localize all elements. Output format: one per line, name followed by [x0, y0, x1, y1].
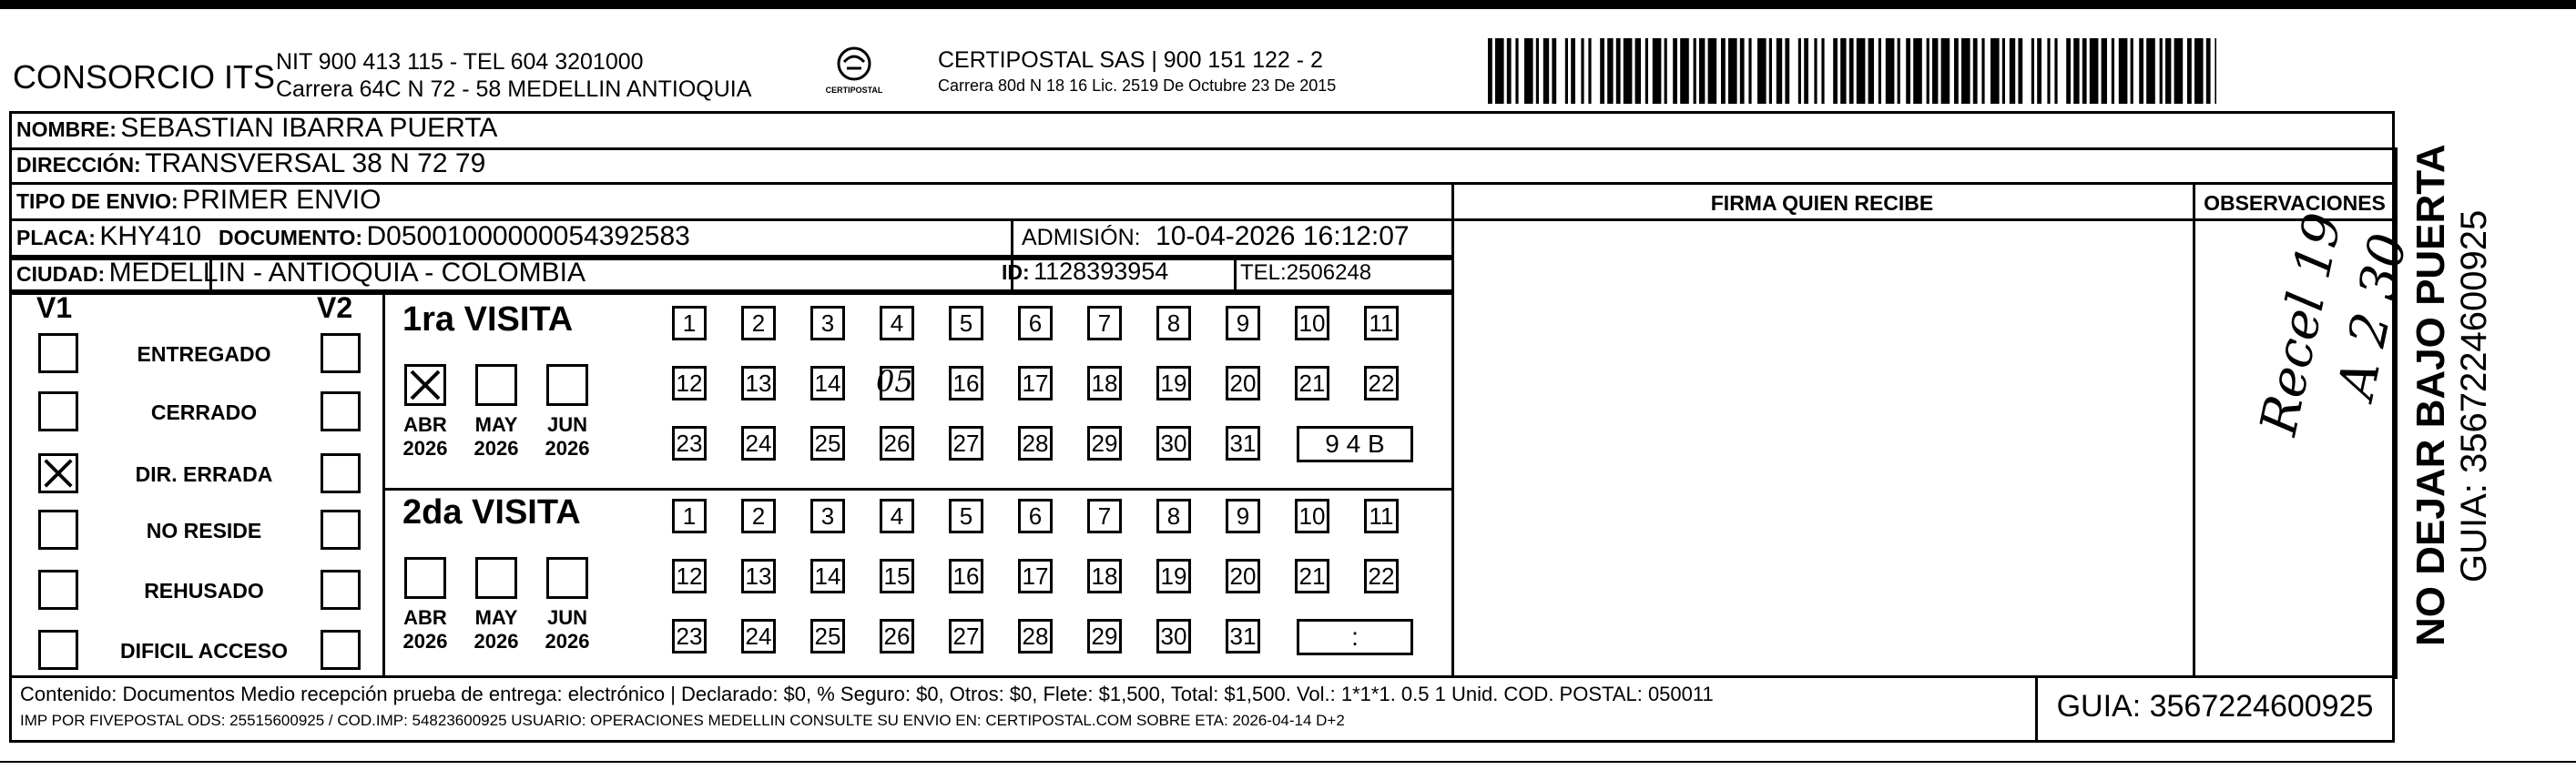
- direccion-label: DIRECCIÓN:: [16, 153, 141, 177]
- v2-checkbox: [321, 333, 361, 373]
- visit1-day-19: 19: [1156, 366, 1191, 400]
- visit2-month-year: 2026: [473, 630, 519, 653]
- v2-checkbox: [321, 570, 361, 610]
- visit2-day-14: 14: [810, 559, 845, 593]
- company-name: CONSORCIO ITS: [13, 58, 276, 96]
- side-guia: GUIA: 3567224600925: [2454, 209, 2494, 583]
- certipostal-logo: [813, 46, 895, 100]
- id-label: ID:: [1002, 260, 1030, 284]
- visit1-month-label: MAY: [474, 413, 518, 436]
- col-line: [382, 291, 385, 677]
- id-row: [1002, 258, 1168, 286]
- visit2-day-20: 20: [1226, 559, 1260, 593]
- visit1-day-7: 7: [1087, 306, 1122, 340]
- visit2-month-year: 2026: [545, 630, 590, 653]
- status-option-label: CERRADO: [150, 400, 258, 424]
- visit1-day-1: 1: [672, 306, 707, 340]
- handwritten-note-2: A 2 30: [2327, 228, 2419, 404]
- visit1-day-30: 30: [1156, 426, 1191, 461]
- visit2-day-1: 1: [672, 499, 707, 533]
- visit1-day-17: 17: [1018, 366, 1053, 400]
- visit2-day-6: 6: [1018, 499, 1053, 533]
- v2-checkbox: [321, 510, 361, 550]
- visit2-day-22: 22: [1364, 559, 1399, 593]
- visit1-day-28: 28: [1018, 426, 1053, 461]
- visit2-title: 2da VISITA: [402, 493, 581, 532]
- nombre-row: [16, 113, 497, 144]
- visit1-day-3: 3: [810, 306, 845, 340]
- visit2-day-2: 2: [741, 499, 776, 533]
- visit1-month-box: [546, 364, 588, 406]
- visit1-day-10: 10: [1295, 306, 1329, 340]
- visit1-day-2: 2: [741, 306, 776, 340]
- visit1-month-year: 2026: [402, 437, 448, 460]
- placa-row: [16, 221, 201, 252]
- row-line: [9, 292, 1451, 295]
- visit1-day-22: 22: [1364, 366, 1399, 400]
- visit1-month-label: ABR: [403, 413, 447, 436]
- company-address: Carrera 64C N 72 - 58 MEDELLIN ANTIOQUIA: [276, 76, 752, 102]
- status-option-label: DIFICIL ACCESO: [119, 639, 288, 663]
- visit1-day-8: 8: [1156, 306, 1191, 340]
- visit2-day-10: 10: [1295, 499, 1329, 533]
- visit2-month-label: ABR: [403, 606, 447, 629]
- visit1-day-21: 21: [1295, 366, 1329, 400]
- documento-label: DOCUMENTO:: [219, 226, 363, 249]
- visit1-month-box: [404, 364, 446, 406]
- visit2-day-5: 5: [949, 499, 983, 533]
- certipostal-line: CERTIPOSTAL SAS | 900 151 122 - 2: [938, 47, 1323, 73]
- col-line: [1234, 255, 1237, 291]
- visit2-day-15: 15: [880, 559, 914, 593]
- visit2-day-24: 24: [741, 619, 776, 653]
- v1-checkbox: [38, 630, 78, 670]
- visit1-day-5: 5: [949, 306, 983, 340]
- visit2-day-16: 16: [949, 559, 983, 593]
- col-line: [2193, 182, 2195, 677]
- status-option-label: REHUSADO: [144, 579, 264, 603]
- visit1-day-26: 26: [880, 426, 914, 461]
- ciudad-value: MEDELLIN - ANTIOQUIA - COLOMBIA: [108, 258, 585, 288]
- visit2-day-11: 11: [1364, 499, 1399, 533]
- visit1-day-12: 12: [672, 366, 707, 400]
- handwritten-note-1: Recel 19: [2249, 208, 2354, 441]
- visit2-day-21: 21: [1295, 559, 1329, 593]
- v1-header: V1: [36, 291, 73, 324]
- visit1-day-27: 27: [949, 426, 983, 461]
- visit2-day-12: 12: [672, 559, 707, 593]
- visit-divider: [382, 488, 1451, 491]
- tipo-row: [16, 185, 381, 216]
- v1-checkbox: [38, 510, 78, 550]
- v1-checkbox: [38, 570, 78, 610]
- status-option-label: DIR. ERRADA: [135, 462, 273, 486]
- footer-guia: GUIA: 3567224600925: [2056, 689, 2374, 724]
- visit1-time-box: 9 4 B: [1297, 426, 1413, 462]
- visit2-day-23: 23: [672, 619, 707, 653]
- visit2-day-31: 31: [1226, 619, 1260, 653]
- v1-checkbox: [38, 391, 78, 431]
- id-value: 1128393954: [1033, 258, 1169, 285]
- visit1-day-20: 20: [1226, 366, 1260, 400]
- bottom-edge: [0, 761, 2576, 763]
- direccion-row: [16, 148, 485, 179]
- visit1-day-13: 13: [741, 366, 776, 400]
- visit1-day-18: 18: [1087, 366, 1122, 400]
- visit1-day-14: 14: [810, 366, 845, 400]
- no-dejar-bajo-puerta: NO DEJAR BAJO PUERTA: [2408, 144, 2453, 646]
- ciudad-label: CIUDAD:: [16, 262, 106, 286]
- col-line: [2395, 147, 2398, 679]
- visit1-month-year: 2026: [545, 437, 590, 460]
- visit1-day-31: 31: [1226, 426, 1260, 461]
- visit1-day-4: 4: [880, 306, 914, 340]
- visit1-day-6: 6: [1018, 306, 1053, 340]
- col-line: [1451, 182, 1454, 677]
- v2-header: V2: [317, 291, 353, 324]
- visit1-day-9: 9: [1226, 306, 1260, 340]
- visit2-day-7: 7: [1087, 499, 1122, 533]
- visit2-day-9: 9: [1226, 499, 1260, 533]
- v2-checkbox: [321, 453, 361, 493]
- visit1-day-24: 24: [741, 426, 776, 461]
- admision-label: ADMISIÓN:: [1022, 225, 1141, 250]
- placa-label: PLACA:: [16, 226, 96, 249]
- v1-checkbox: [38, 453, 78, 493]
- documento-value: D05001000000054392583: [366, 221, 690, 251]
- visit2-day-27: 27: [949, 619, 983, 653]
- tipo-label: TIPO DE ENVIO:: [16, 189, 178, 213]
- visit2-month-year: 2026: [402, 630, 448, 653]
- tel-label: TEL:: [1240, 260, 1287, 285]
- visit2-day-25: 25: [810, 619, 845, 653]
- firma-header: FIRMA QUIEN RECIBE: [1710, 191, 1934, 215]
- visit2-day-8: 8: [1156, 499, 1191, 533]
- nit-line: NIT 900 413 115 - TEL 604 3201000: [276, 49, 644, 75]
- status-option-label: ENTREGADO: [137, 342, 271, 366]
- visit2-day-29: 29: [1087, 619, 1122, 653]
- ciudad-row: [16, 258, 585, 289]
- tel-row: [1240, 260, 1371, 286]
- admision-value: 10-04-2026 16:12:07: [1156, 221, 1410, 251]
- logo-text: CERTIPOSTAL: [825, 86, 883, 95]
- direccion-value: TRANSVERSAL 38 N 72 79: [145, 148, 486, 178]
- visit2-month-box: [404, 557, 446, 599]
- admision-row: [1022, 221, 1410, 252]
- visit1-day-25: 25: [810, 426, 845, 461]
- nombre-label: NOMBRE:: [16, 117, 117, 141]
- placa-value: KHY410: [99, 221, 202, 251]
- imp-line: IMP POR FIVEPOSTAL ODS: 25515600925 / COD.IMP: 54823600925 USUARIO: OPERACIONES MEDELLIN CONSULTE SU ENVIO EN: CERTIPOSTAL.COM SOBRE ETA: 2026-04-14 D+2: [20, 712, 1345, 729]
- v1-checkbox: [38, 333, 78, 373]
- visit2-day-3: 3: [810, 499, 845, 533]
- top-edge: [0, 0, 2576, 9]
- visit1-day-16: 16: [949, 366, 983, 400]
- visit2-day-18: 18: [1087, 559, 1122, 593]
- visit1-day-11: 11: [1364, 306, 1399, 340]
- row-line: [1448, 218, 2395, 221]
- documento-row: [219, 221, 690, 252]
- visit2-day-17: 17: [1018, 559, 1053, 593]
- visit2-day-4: 4: [880, 499, 914, 533]
- contenido-line: Contenido: Documentos Medio recepción prueba de entrega: electrónico | Declarado: $0, % Seguro: $0, Otros: $0, Flete: $1,500, Total: $1,500. Vol.: 1*1*1. 0.5 1 Unid. COD. POSTAL: 050011: [20, 683, 1714, 705]
- status-option-label: NO RESIDE: [146, 519, 262, 542]
- visit2-day-26: 26: [880, 619, 914, 653]
- observaciones-header: OBSERVACIONES: [2204, 191, 2386, 215]
- tipo-value: PRIMER ENVIO: [182, 185, 382, 215]
- visit2-day-13: 13: [741, 559, 776, 593]
- visit2-day-30: 30: [1156, 619, 1191, 653]
- visit2-month-label: MAY: [474, 606, 518, 629]
- visit1-month-year: 2026: [473, 437, 519, 460]
- tel-value: 2506248: [1286, 260, 1372, 285]
- visit1-day-marked: 05: [876, 364, 913, 399]
- visit1-day-23: 23: [672, 426, 707, 461]
- visit1-title: 1ra VISITA: [402, 300, 574, 339]
- v2-checkbox: [321, 391, 361, 431]
- v2-checkbox: [321, 630, 361, 670]
- barcode: [1488, 38, 2216, 104]
- visit2-day-28: 28: [1018, 619, 1053, 653]
- certipostal-address: Carrera 80d N 18 16 Lic. 2519 De Octubre 23 De 2015: [938, 76, 1337, 95]
- visit2-month-label: JUN: [546, 606, 587, 629]
- visit2-month-box: [475, 557, 517, 599]
- visit1-day-29: 29: [1087, 426, 1122, 461]
- visit1-month-label: JUN: [546, 413, 587, 436]
- visit2-month-box: [546, 557, 588, 599]
- visit2-day-19: 19: [1156, 559, 1191, 593]
- nombre-value: SEBASTIAN IBARRA PUERTA: [120, 113, 498, 143]
- visit2-time-box: :: [1297, 619, 1413, 655]
- visit1-month-box: [475, 364, 517, 406]
